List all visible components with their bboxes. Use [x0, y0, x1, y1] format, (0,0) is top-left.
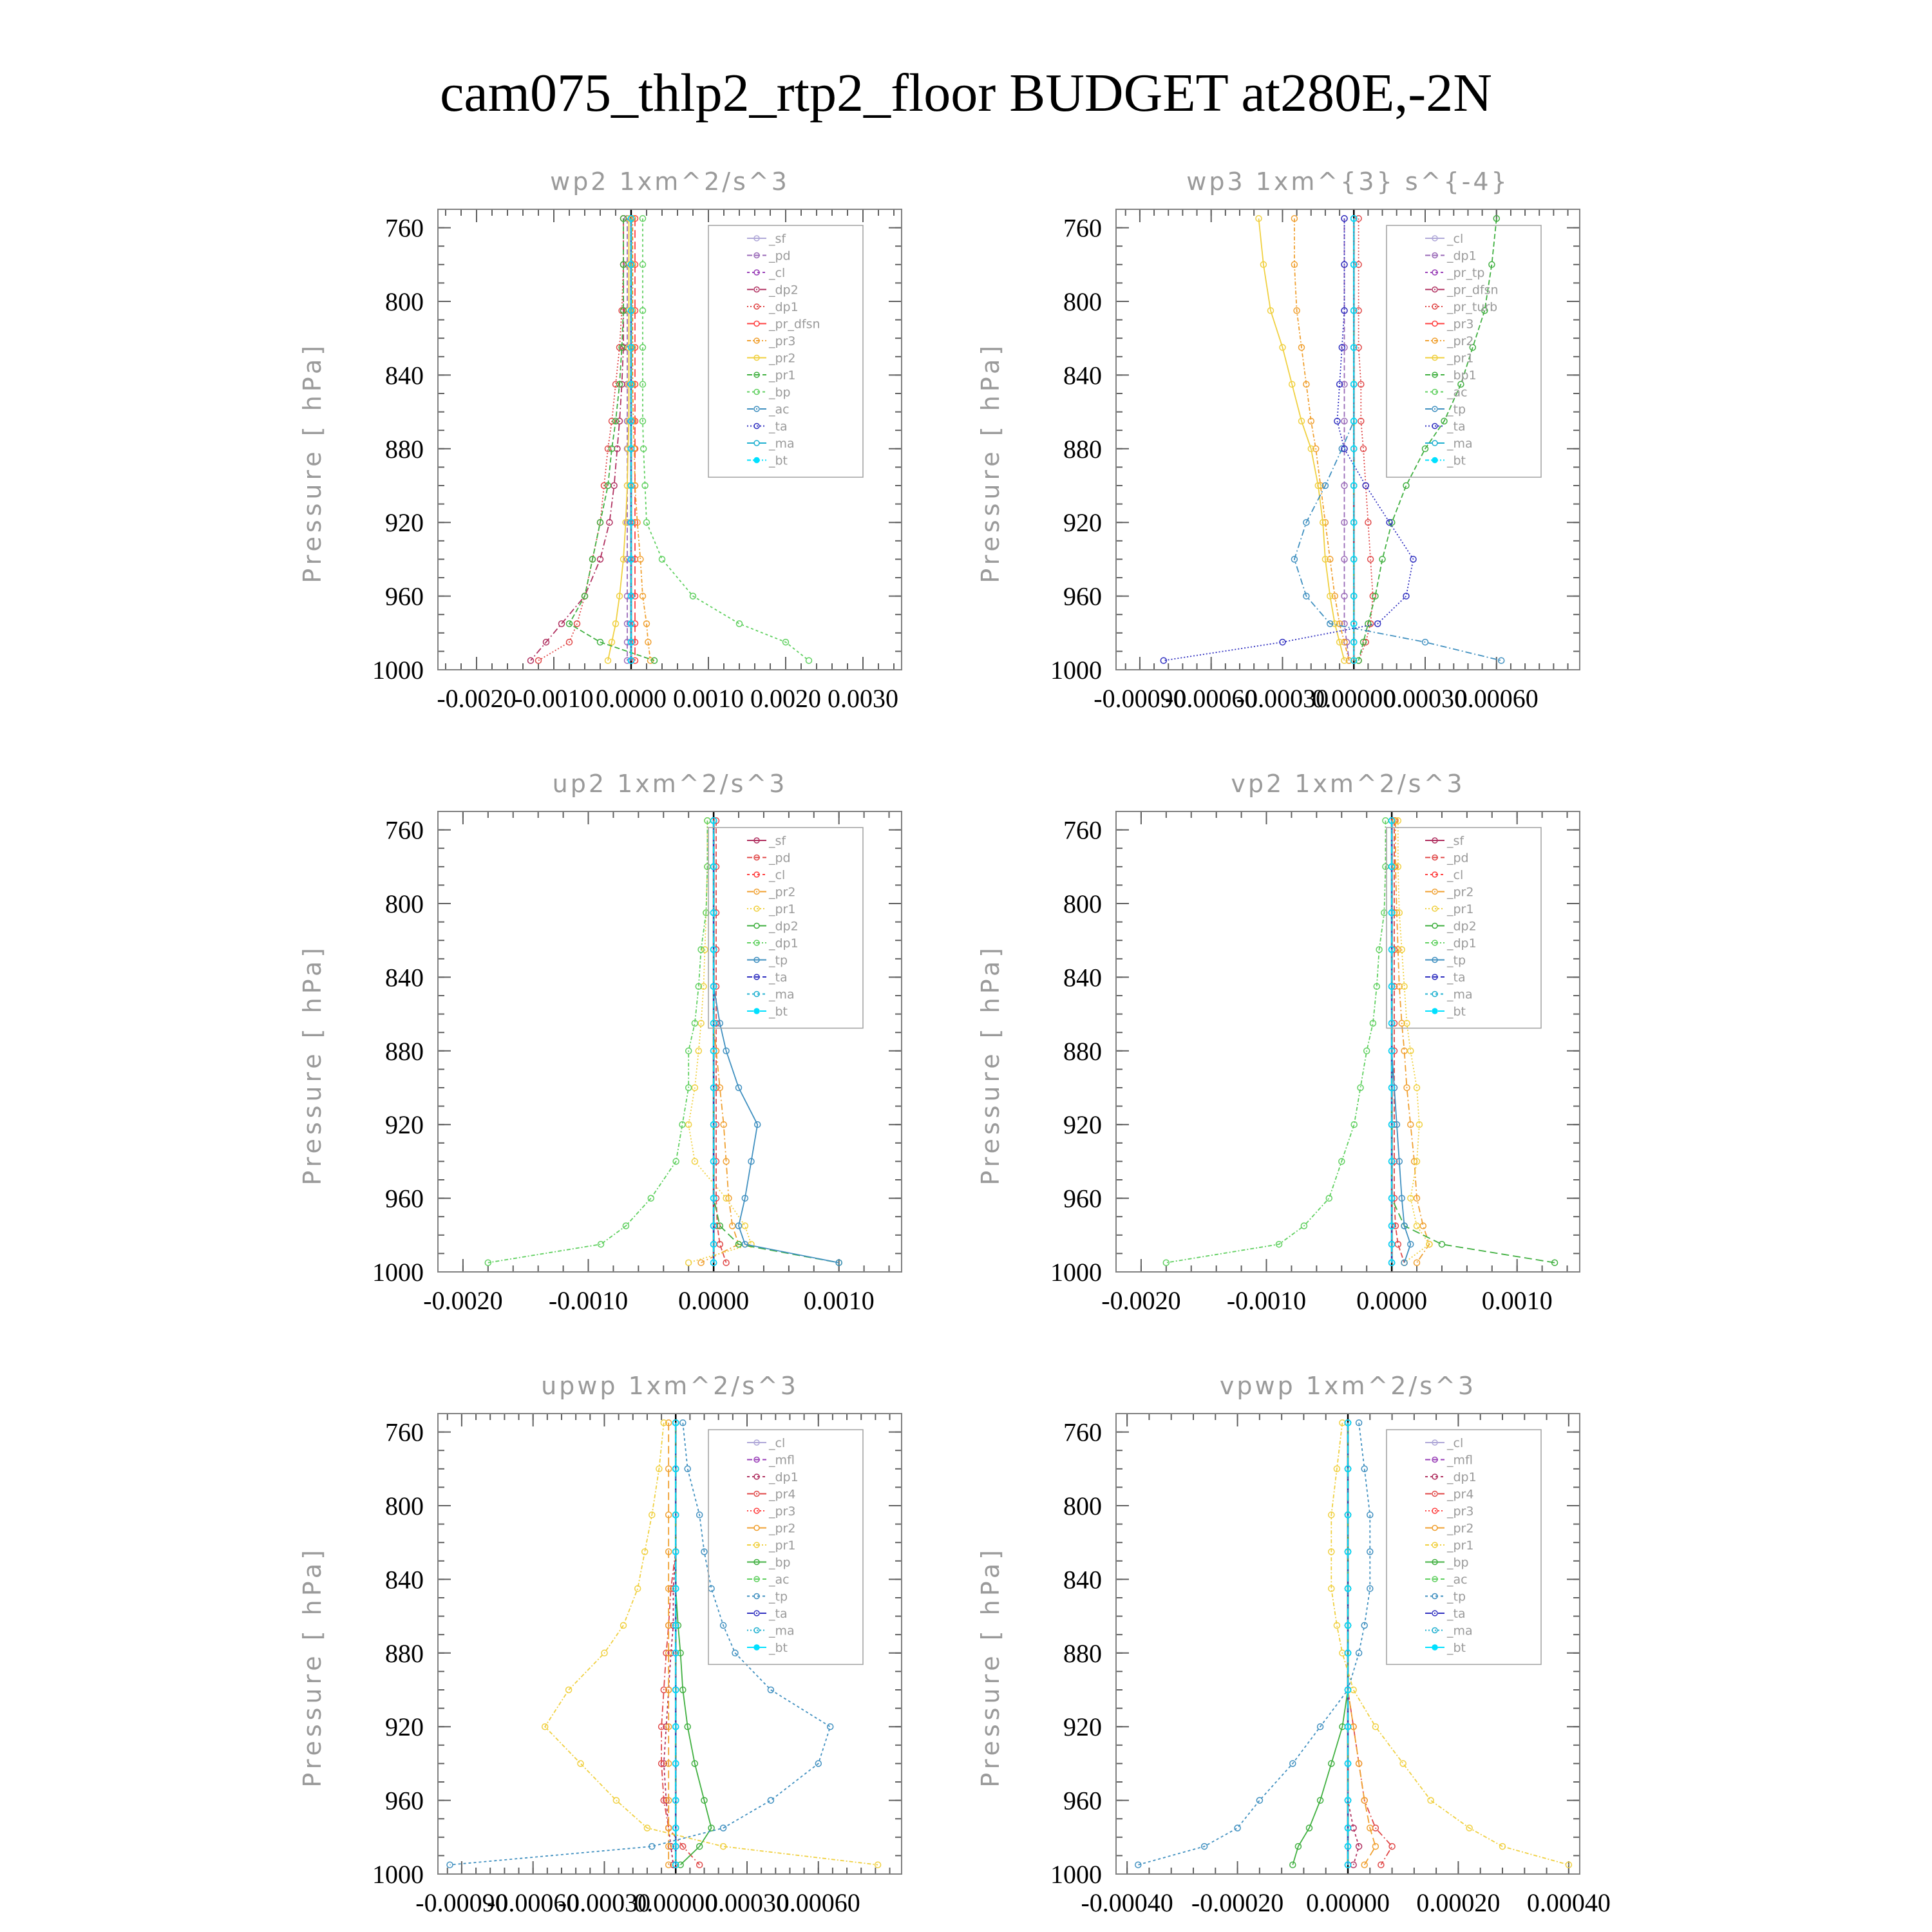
- legend-entry: _tp: [1447, 953, 1466, 968]
- x-tick-label: -0.0020: [423, 1286, 503, 1315]
- data-point: [536, 658, 542, 663]
- legend-entry: _bp: [769, 385, 791, 400]
- y-tick-label: 1000: [372, 1860, 424, 1889]
- legend-entry: _bt: [769, 453, 788, 468]
- data-point: [1235, 1825, 1240, 1831]
- legend-marker: [1432, 1009, 1437, 1014]
- legend-entry: _ta: [769, 419, 788, 434]
- legend-entry: _pr4: [1447, 1487, 1474, 1502]
- y-tick-label: 840: [385, 963, 424, 992]
- legend-entry: _pd: [769, 249, 791, 263]
- legend-entry: _pr3: [769, 334, 796, 348]
- legend-entry: _ta: [1447, 971, 1466, 985]
- x-tick-label: -0.00090: [1094, 684, 1186, 713]
- data-point: [1428, 1797, 1434, 1803]
- legend-entry: _sf: [769, 232, 786, 246]
- data-point: [1439, 1242, 1444, 1247]
- y-tick-label: 1000: [1050, 1258, 1102, 1287]
- y-tick-label: 880: [1063, 1638, 1102, 1668]
- legend-entry: _bt: [769, 1005, 788, 1019]
- panel-title: vp2 1xm^2/s^3: [1231, 770, 1465, 798]
- series-line-pr1: [1398, 820, 1430, 1262]
- y-tick-label: 800: [1063, 1492, 1102, 1520]
- y-tick-label: 800: [385, 287, 424, 316]
- legend-entry: _pr_dfsn: [769, 317, 820, 332]
- data-point: [828, 1724, 833, 1730]
- y-tick-label: 960: [385, 1786, 424, 1815]
- legend-entry: _cl: [1447, 868, 1464, 882]
- plot-frame: [1116, 811, 1580, 1272]
- series-line-dp1: [1166, 820, 1386, 1262]
- legend-marker: [754, 1526, 759, 1531]
- legend-entry: _pd: [769, 851, 791, 866]
- y-tick-label: 920: [1063, 508, 1102, 538]
- series-line-dp2: [531, 218, 623, 660]
- y-tick-label: 840: [1063, 1565, 1102, 1595]
- legend-marker: [1432, 923, 1437, 929]
- legend: [1387, 1430, 1541, 1665]
- data-point: [1326, 1195, 1332, 1201]
- legend-entry: _pr3: [1447, 1504, 1474, 1519]
- legend-entry: _cl: [1447, 1436, 1464, 1450]
- legend-entry: _tp: [769, 953, 788, 968]
- y-tick-label: 760: [1063, 815, 1102, 845]
- x-tick-label: 0.00040: [1526, 1888, 1611, 1917]
- legend-entry: _cl: [769, 1436, 786, 1450]
- panel-title: vpwp 1xm^2/s^3: [1219, 1372, 1477, 1400]
- y-axis-label: Pressure [ hPa]: [976, 341, 1005, 583]
- y-tick-label: 960: [1063, 582, 1102, 611]
- legend-entry: _ma: [1447, 437, 1473, 451]
- y-tick-label: 920: [1063, 1110, 1102, 1140]
- legend-entry: _pr_tp: [1447, 266, 1485, 280]
- y-tick-label: 920: [385, 1110, 424, 1140]
- legend-entry: _bt: [1447, 1641, 1466, 1655]
- legend-entry: _tp: [769, 1589, 788, 1604]
- y-tick-label: 1000: [372, 1258, 424, 1287]
- series-line-pr2: [1294, 218, 1349, 660]
- y-axis-label: Pressure [ hPa]: [976, 943, 1005, 1186]
- legend-entry: _tp: [1447, 402, 1466, 417]
- figure-title: cam075_thlp2_rtp2_floor BUDGET at280E,-2N: [440, 63, 1492, 123]
- x-tick-label: 0.0000: [596, 684, 667, 713]
- legend-entry: _dp1: [1447, 249, 1477, 263]
- x-tick-label: -0.0020: [1101, 1286, 1181, 1315]
- legend-entry: _bp: [1447, 1555, 1469, 1570]
- y-tick-label: 760: [1063, 213, 1102, 243]
- panel-title: wp3 1xm^{3} s^{-4}: [1186, 167, 1510, 196]
- legend-marker: [754, 440, 759, 446]
- y-tick-label: 840: [1063, 361, 1102, 390]
- data-point: [1256, 1797, 1262, 1803]
- x-tick-label: 0.0000: [678, 1286, 750, 1315]
- y-tick-label: 800: [1063, 889, 1102, 918]
- legend: [708, 828, 863, 1028]
- legend-entry: _bt: [1447, 453, 1466, 468]
- legend-entry: _dp1: [769, 1470, 799, 1484]
- legend-entry: _tp: [1447, 1589, 1466, 1604]
- legend-marker: [1432, 458, 1437, 463]
- legend-entry: _bt: [769, 1641, 788, 1655]
- legend-entry: _pr1: [1447, 351, 1474, 366]
- y-tick-label: 1000: [1050, 656, 1102, 685]
- y-tick-label: 920: [385, 508, 424, 538]
- x-tick-label: -0.0010: [548, 1286, 629, 1315]
- series-line-pr4: [661, 1423, 699, 1864]
- legend-entry: _pr1: [769, 902, 796, 916]
- legend-entry: _ta: [769, 1607, 788, 1621]
- data-point: [578, 1761, 583, 1766]
- legend-marker: [1432, 321, 1437, 327]
- legend-entry: _dp1: [769, 300, 799, 314]
- series-group: [1163, 818, 1557, 1265]
- data-point: [1350, 1687, 1356, 1693]
- y-axis-label: Pressure [ hPa]: [976, 1546, 1005, 1788]
- legend-entry: _ac: [769, 1573, 790, 1587]
- legend: [708, 225, 863, 477]
- legend-marker: [754, 923, 759, 929]
- legend-entry: _sf: [769, 834, 786, 848]
- data-point: [742, 1223, 748, 1229]
- y-axis-label: Pressure [ hPa]: [298, 943, 327, 1186]
- legend-entry: _ma: [1447, 1624, 1473, 1638]
- y-tick-label: 960: [385, 582, 424, 611]
- legend-entry: _pr1: [769, 368, 796, 383]
- legend-entry: _dp1: [1447, 936, 1477, 951]
- y-tick-label: 840: [1063, 963, 1102, 992]
- legend-entry: _pr2: [1447, 885, 1474, 900]
- y-tick-label: 880: [385, 434, 424, 464]
- x-tick-label: -0.00060: [487, 1888, 580, 1917]
- legend-entry: _ma: [769, 1624, 795, 1638]
- data-point: [1414, 1260, 1420, 1265]
- y-axis-label: Pressure [ hPa]: [298, 1546, 327, 1788]
- legend-entry: _dp2: [769, 919, 799, 934]
- y-axis-label: Pressure [ hPa]: [298, 341, 327, 583]
- series-line-dp1: [538, 218, 623, 660]
- legend-entry: _ma: [769, 987, 795, 1002]
- data-point: [648, 1195, 654, 1201]
- series-line-pr1: [545, 1423, 878, 1864]
- y-tick-label: 760: [385, 213, 424, 243]
- data-point: [1372, 1844, 1378, 1850]
- y-tick-label: 800: [385, 889, 424, 918]
- legend-entry: _pr3: [1447, 317, 1474, 332]
- x-tick-label: 0.00000: [634, 1888, 718, 1917]
- legend-entry: _bp: [769, 1555, 791, 1570]
- y-tick-label: 880: [385, 1638, 424, 1668]
- panel-title: up2 1xm^2/s^3: [552, 770, 788, 798]
- x-tick-label: 0.0010: [1481, 1286, 1553, 1315]
- legend-marker: [1432, 1645, 1437, 1650]
- legend-marker: [754, 458, 759, 463]
- legend-entry: _cl: [769, 266, 786, 280]
- legend-entry: _pr_dfsn: [1447, 283, 1499, 298]
- x-tick-label: -0.0010: [514, 684, 594, 713]
- x-tick-label: 0.0030: [828, 684, 898, 713]
- series-line-tp: [1138, 1423, 1370, 1864]
- x-tick-label: 0.00030: [1383, 684, 1467, 713]
- series-group: [1135, 1420, 1572, 1868]
- legend-entry: _ma: [769, 437, 795, 451]
- x-tick-label: -0.00060: [1165, 684, 1258, 713]
- x-tick-label: -0.00030: [1236, 684, 1329, 713]
- y-tick-label: 1000: [1050, 1860, 1102, 1889]
- legend: [1387, 828, 1541, 1028]
- panel-title: upwp 1xm^2/s^3: [541, 1372, 799, 1400]
- x-tick-label: 0.00060: [1454, 684, 1539, 713]
- data-point: [1414, 1223, 1420, 1229]
- y-tick-label: 760: [385, 1417, 424, 1447]
- x-tick-label: 0.00020: [1416, 1888, 1501, 1917]
- legend-entry: _bt: [1447, 1005, 1466, 1019]
- series-line-dp1: [488, 820, 708, 1262]
- legend-entry: _pr1: [1447, 902, 1474, 916]
- legend-entry: _pr2: [1447, 334, 1474, 348]
- legend-entry: _pr2: [769, 351, 796, 366]
- legend-entry: _cl: [769, 868, 786, 882]
- legend-entry: _dp2: [769, 283, 799, 298]
- y-tick-label: 960: [1063, 1184, 1102, 1213]
- legend-entry: _ta: [1447, 1607, 1466, 1621]
- legend-entry: _ta: [1447, 419, 1466, 434]
- legend-entry: _mfl: [1447, 1453, 1473, 1468]
- data-point: [768, 1797, 773, 1803]
- data-point: [659, 556, 665, 562]
- x-tick-label: -0.00090: [415, 1888, 508, 1917]
- legend-entry: _ac: [1447, 385, 1468, 400]
- legend: [708, 1430, 863, 1665]
- legend-marker: [1432, 1526, 1437, 1531]
- y-tick-label: 920: [1063, 1712, 1102, 1742]
- series-group: [447, 1420, 881, 1868]
- panel-title: wp2 1xm^2/s^3: [550, 167, 790, 196]
- legend: [1387, 225, 1541, 477]
- legend-entry: _pd: [1447, 851, 1469, 866]
- y-tick-label: 880: [1063, 434, 1102, 464]
- legend-marker: [754, 1645, 759, 1650]
- x-tick-label: -0.00020: [1191, 1888, 1284, 1917]
- legend-entry: _cl: [1447, 232, 1464, 246]
- x-tick-label: 0.00060: [776, 1888, 860, 1917]
- chart-panel-1: [298, 167, 902, 713]
- y-tick-label: 760: [385, 815, 424, 845]
- y-tick-label: 960: [1063, 1786, 1102, 1815]
- x-tick-label: 0.0020: [750, 684, 821, 713]
- plot-frame: [438, 209, 902, 670]
- y-tick-label: 840: [385, 361, 424, 390]
- chart-panels: [298, 167, 1611, 1917]
- y-tick-label: 880: [1063, 1036, 1102, 1066]
- x-tick-label: 0.00000: [1312, 684, 1396, 713]
- legend-entry: _mfl: [769, 1453, 795, 1468]
- series-line-pr1: [1259, 218, 1345, 660]
- x-tick-label: -0.0020: [437, 684, 516, 713]
- y-tick-label: 880: [385, 1036, 424, 1066]
- series-line-pd: [716, 820, 726, 1262]
- y-tick-label: 920: [385, 1712, 424, 1742]
- plot-frame: [1116, 209, 1580, 670]
- x-tick-label: 0.0000: [1356, 1286, 1428, 1315]
- legend-entry: _dp1: [769, 936, 799, 951]
- x-tick-label: 0.0010: [803, 1286, 875, 1315]
- chart-panel-2: [976, 167, 1580, 713]
- series-line-pr1: [688, 820, 751, 1262]
- x-tick-label: -0.00030: [558, 1888, 651, 1917]
- legend-entry: _sf: [1447, 834, 1464, 848]
- legend-entry: _bp1: [1447, 368, 1477, 383]
- x-tick-label: 0.00030: [705, 1888, 789, 1917]
- series-line-pr4: [1348, 1423, 1392, 1864]
- chart-panel-3: [298, 770, 902, 1315]
- data-point: [1403, 483, 1409, 489]
- x-tick-label: -0.00040: [1081, 1888, 1173, 1917]
- legend-entry: _pr_turb: [1447, 300, 1498, 314]
- legend-entry: _ta: [769, 971, 788, 985]
- chart-panel-4: [976, 770, 1580, 1315]
- data-point: [806, 658, 812, 663]
- y-tick-label: 840: [385, 1565, 424, 1595]
- legend-entry: _pr2: [769, 1521, 796, 1536]
- plot-frame: [438, 1414, 902, 1874]
- data-point: [1400, 1761, 1406, 1766]
- legend-entry: _pr2: [769, 885, 796, 900]
- y-tick-label: 800: [1063, 287, 1102, 316]
- data-point: [1389, 1844, 1395, 1850]
- legend-marker: [1432, 440, 1437, 446]
- legend-entry: _pr4: [769, 1487, 796, 1502]
- data-point: [737, 621, 743, 627]
- x-tick-label: -0.0010: [1226, 1286, 1307, 1315]
- y-tick-label: 760: [1063, 1417, 1102, 1447]
- legend-entry: _pr2: [1447, 1521, 1474, 1536]
- legend-marker: [754, 1009, 759, 1014]
- series-line-bp: [1293, 1423, 1348, 1864]
- y-tick-label: 960: [385, 1184, 424, 1213]
- legend-entry: _pr1: [1447, 1539, 1474, 1553]
- plot-frame: [438, 811, 902, 1272]
- y-tick-label: 1000: [372, 656, 424, 685]
- chart-panel-6: [976, 1372, 1611, 1917]
- legend-entry: _pr3: [769, 1504, 796, 1519]
- chart-panel-5: [298, 1372, 902, 1917]
- data-point: [598, 1242, 604, 1247]
- legend-entry: _ac: [1447, 1573, 1468, 1587]
- x-tick-label: 0.0010: [673, 684, 744, 713]
- legend-entry: _dp2: [1447, 919, 1477, 934]
- x-tick-label: 0.00000: [1306, 1888, 1390, 1917]
- legend-marker: [754, 321, 759, 327]
- legend-entry: _dp1: [1447, 1470, 1477, 1484]
- legend-entry: _pr1: [769, 1539, 796, 1553]
- y-tick-label: 800: [385, 1492, 424, 1520]
- legend-entry: _ma: [1447, 987, 1473, 1002]
- legend-entry: _ac: [769, 402, 790, 417]
